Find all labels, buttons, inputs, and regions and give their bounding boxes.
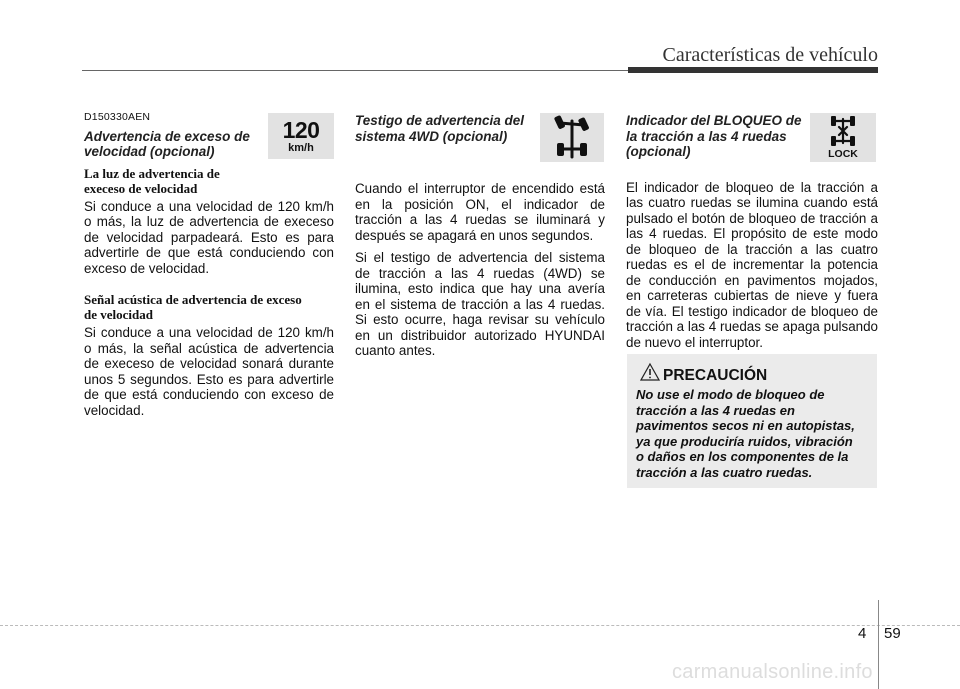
paragraph: Si conduce a una velocidad de 120 km/h o más, la luz de advertencia de execeso de velocidad parpadeará. Esto es para advertirle de que está conduciendo con exceso de velocidad. bbox=[84, 198, 334, 276]
section-header-title: Características de vehículo bbox=[662, 44, 878, 66]
caution-box bbox=[627, 354, 877, 488]
header-bar bbox=[628, 67, 878, 73]
chapter-number: 4 bbox=[858, 625, 867, 642]
watermark: carmanualsonline.info bbox=[672, 661, 873, 683]
speed-warning-icon: 120 km/h bbox=[268, 113, 334, 159]
subheading-acoustic-signal: Señal acústica de advertencia de exceso de velocidad bbox=[84, 292, 302, 322]
page-number: 59 bbox=[884, 625, 901, 642]
paragraph: Si el testigo de advertencia del sistema de tracción a las 4 ruedas (4WD) se ilumina, esto indica que hay una avería en el sistema de tracción a las 4 ruedas. Si esto ocurre, haga revisar su vehículo en un distribuidor autorizado HYUNDAI cuanto antes. bbox=[355, 250, 605, 358]
subheading-warning-light: La luz de advertencia de execeso de velocidad bbox=[84, 165, 220, 196]
section-code: D150330AEN bbox=[84, 111, 151, 123]
paragraph: El indicador de bloqueo de la tracción a las cuatro ruedas se ilumina cuando está pulsado el botón de bloqueo de tracción a las 4 ruedas. El propósito de este modo de bloqueo de la tracción a las cuatro ruedas es el de incrementar la potencia de conducción en pavimentos mojados, en carreteras cubiertas de nieve y fuera de vía. El testigo indicador de bloqueo de tracción a las 4 ruedas se apaga pulsando de nuevo el interruptor. bbox=[626, 179, 878, 350]
section-title: Advertencia de exceso de velocidad (opcional) bbox=[84, 128, 250, 159]
section-title: Testigo de advertencia del sistema 4WD (opcional) bbox=[355, 113, 525, 144]
caution-title: PRECAUCIÓN bbox=[663, 367, 768, 384]
warning-triangle-icon bbox=[640, 362, 660, 382]
paragraph: Si conduce a una velocidad de 120 km/h o más, la señal acústica de advertencia de execeso de velocidad sonará durante unos 5 segundos. Esto es para advertirle de que está conduciendo con exceso de velocidad. bbox=[84, 325, 334, 418]
paragraph: Cuando el interruptor de encendido está en la posición ON, el indicador de tracción a las 4 ruedas se iluminará y después se apagará en unos segundos. bbox=[355, 181, 605, 243]
4wd-warning-icon bbox=[540, 113, 604, 162]
footer-rule bbox=[0, 625, 960, 626]
section-title: Indicador del BLOQUEO de la tracción a las 4 ruedas (opcional) bbox=[626, 113, 802, 159]
lock-label: LOCK bbox=[828, 148, 858, 160]
header-rule bbox=[82, 70, 628, 71]
4wd-lock-icon bbox=[810, 113, 876, 162]
caution-text: No use el modo de bloqueo de tracción a las 4 ruedas en pavimentos secos ni en autopistas, ya que produciría ruidos, vibración o daños en los componentes de la tracción a las cuatro ruedas. bbox=[636, 387, 855, 480]
footer-separator bbox=[878, 600, 879, 689]
